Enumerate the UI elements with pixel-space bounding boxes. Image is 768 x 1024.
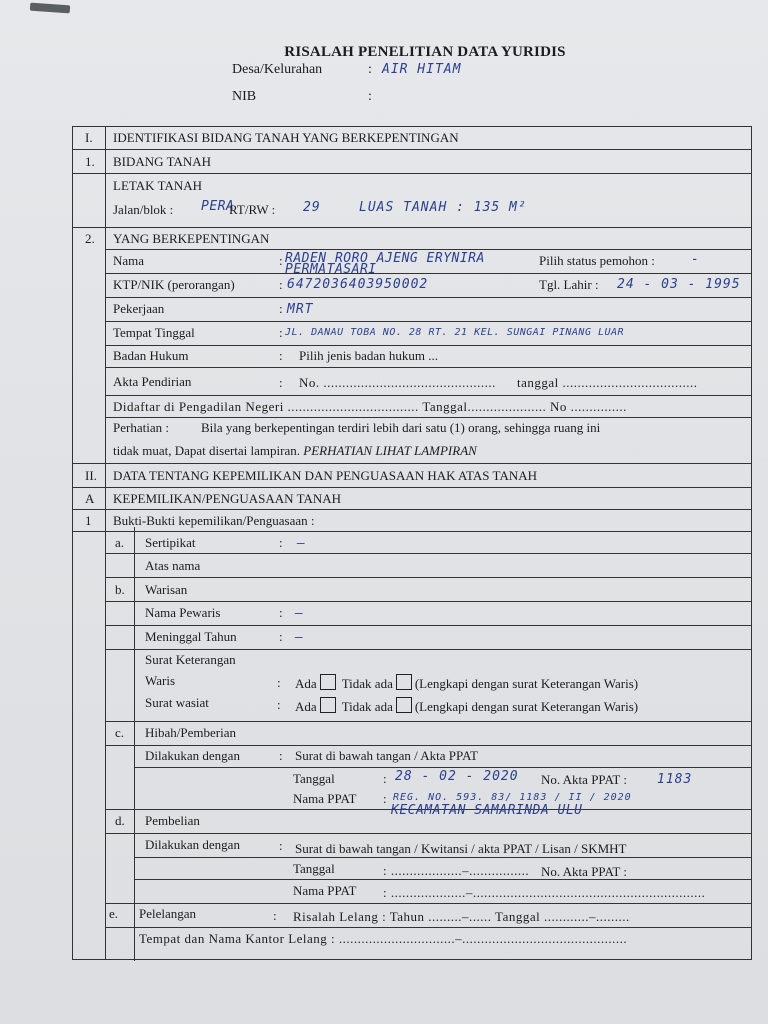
nib-label: NIB: [232, 89, 257, 104]
waris-tidak-ada-checkbox[interactable]: [396, 674, 412, 690]
wasiat-ada-label: Ada: [295, 699, 317, 714]
letak-title: LETAK TANAH: [113, 178, 203, 193]
wasiat-tidak-ada-label: Tidak ada: [341, 699, 393, 714]
sub-letter-divider: [134, 527, 135, 961]
meninggal-tahun-label: Meninggal Tahun: [145, 629, 237, 644]
perhatian-text-1: Bila yang berkepentingan terdiri lebih dari satu (1) orang, sehingga ruang ini: [201, 420, 601, 435]
status-label: Pilih status pemohon :: [539, 253, 655, 268]
waris-tidak-ada-label: Tidak ada: [341, 676, 393, 691]
form-table: [72, 126, 752, 960]
section-2-number: II.: [85, 468, 97, 483]
jalan-value: PERA: [201, 199, 235, 214]
beli-tanggal-value: : ...................–................: [383, 863, 530, 878]
hibah-tanggal-value: 28 - 02 - 2020: [395, 769, 519, 784]
ktp-label: KTP/NIK (perorangan): [113, 277, 235, 292]
hibah-tanggal-separator: :: [383, 771, 387, 786]
meninggal-tahun-separator: :: [279, 629, 283, 644]
waris-ada-checkbox[interactable]: [320, 674, 336, 690]
sertipikat-separator: :: [279, 535, 283, 550]
badan-hukum-value: Pilih jenis badan hukum ...: [299, 348, 439, 363]
bukti-number: 1: [85, 513, 92, 528]
hibah-tanggal-label: Tanggal: [293, 771, 335, 786]
desa-separator: :: [368, 62, 372, 77]
beli-no-akta-label: No. Akta PPAT :: [541, 864, 627, 879]
surat-keterangan-label: Surat Keterangan: [145, 652, 236, 667]
wasiat-ada-checkbox[interactable]: [320, 697, 336, 713]
nama-label: Nama: [113, 253, 145, 268]
akta-tanggal: tanggal ....................................: [517, 375, 698, 390]
number-column-divider: [105, 127, 106, 959]
hibah-dilakukan-separator: :: [279, 748, 283, 763]
pelelangan-label: Pelelangan: [139, 906, 197, 921]
tgl-lahir-label: Tgl. Lahir :: [539, 277, 599, 292]
ktp-separator: :: [279, 277, 283, 292]
beli-dilakukan-label: Dilakukan dengan: [145, 837, 240, 852]
bidang-number: 1.: [85, 154, 95, 169]
nama-pewaris-label: Nama Pewaris: [145, 605, 221, 620]
sub-e-letter: e.: [109, 906, 119, 921]
pelelangan-separator: :: [273, 908, 277, 923]
surat-wasiat-label: Surat wasiat: [145, 695, 209, 710]
waris-ada-label: Ada: [295, 676, 317, 691]
tempat-tinggal-label: Tempat Tinggal: [113, 325, 195, 340]
pekerjaan-separator: :: [279, 301, 283, 316]
nama-pewaris-value: –: [295, 606, 304, 621]
sertipikat-label: Sertipikat: [145, 535, 196, 550]
badan-hukum-label: Badan Hukum: [113, 348, 189, 363]
bidang-title: BIDANG TANAH: [113, 154, 212, 169]
sertipikat-value: –: [297, 536, 306, 551]
hibah-nama-ppat-label: Nama PPAT: [293, 791, 357, 806]
section-2-title: DATA TENTANG KEPEMILIKAN DAN PENGUASAAN HAK ATAS TANAH: [113, 468, 537, 483]
hibah-no-akta-value: 1183: [657, 772, 693, 787]
beli-dilakukan-separator: :: [279, 838, 283, 853]
nama-pewaris-separator: :: [279, 605, 283, 620]
nama-separator: :: [279, 253, 283, 268]
nama-value-2: PERMATASARI: [285, 262, 377, 277]
sub-b-letter: b.: [115, 582, 125, 597]
bukti-title: Bukti-Bukti kepemilikan/Penguasaan :: [113, 513, 315, 528]
badan-hukum-separator: :: [279, 348, 283, 363]
akta-no: No. ..............................................: [299, 375, 496, 390]
waris-separator: :: [277, 675, 281, 690]
beli-nama-ppat-label: Nama PPAT: [293, 883, 357, 898]
kepemilikan-letter: A: [85, 491, 95, 506]
status-value: -: [691, 252, 700, 267]
nib-separator: :: [368, 89, 372, 104]
jalan-label: Jalan/blok :: [113, 202, 174, 217]
nama-value: RADEN RORO AJENG ERYNIRA: [285, 251, 485, 266]
waris-label: Waris: [145, 673, 175, 688]
wasiat-lengkapi-note: (Lengkapi dengan surat Keterangan Waris): [414, 699, 639, 714]
rtrw-label: RT/RW :: [229, 202, 276, 217]
warisan-label: Warisan: [145, 582, 188, 597]
pekerjaan-value: MRT: [287, 302, 314, 317]
wasiat-tidak-ada-checkbox[interactable]: [396, 697, 412, 713]
wasiat-separator: :: [277, 697, 281, 712]
section-1-number: I.: [85, 130, 93, 145]
hibah-nama-ppat-value: REG. NO. 593. 83/ 1183 / II / 2020: [393, 792, 632, 803]
sub-a-letter: a.: [115, 535, 125, 550]
rtrw-value: 29: [303, 200, 321, 215]
yb-number: 2.: [85, 231, 95, 246]
beli-method: Surat di bawah tangan / Kwitansi / akta PPAT / Lisan / SKMHT: [295, 841, 627, 856]
luas-value: LUAS TANAH : 135 M²: [359, 200, 527, 215]
tempat-kantor-lelang: Tempat dan Nama Kantor Lelang : ...............................–............................................: [139, 931, 628, 946]
sub-c-letter: c.: [115, 725, 125, 740]
section-1-title: IDENTIFIKASI BIDANG TANAH YANG BERKEPENTINGAN: [113, 130, 459, 145]
akta-pendirian-separator: :: [279, 375, 283, 390]
perhatian-lampiran: PERHATIAN LIHAT LAMPIRAN: [303, 443, 477, 458]
hibah-dilakukan-label: Dilakukan dengan: [145, 748, 240, 763]
kepemilikan-title: KEPEMILIKAN/PENGUASAAN TANAH: [113, 491, 342, 506]
desa-label: Desa/Kelurahan: [232, 62, 323, 77]
hibah-nama-ppat-value-2: KECAMATAN SAMARINDA ULU: [391, 803, 583, 818]
tempat-tinggal-value: JL. DANAU TOBA NO. 28 RT. 21 KEL. SUNGAI PINANG LUAR: [285, 327, 625, 338]
didaftar-pengadilan: Didaftar di Pengadilan Negeri ................................... Tanggal..................... No ...............: [113, 399, 627, 414]
tempat-tinggal-separator: :: [279, 325, 283, 340]
yb-title: YANG BERKEPENTINGAN: [113, 231, 270, 246]
pekerjaan-label: Pekerjaan: [113, 301, 165, 316]
hibah-no-akta-label: No. Akta PPAT :: [541, 772, 627, 787]
paper-clip-shadow: [30, 3, 70, 14]
pembelian-label: Pembelian: [145, 813, 200, 828]
perhatian-text-2: tidak muat, Dapat disertai lampiran.: [113, 443, 300, 458]
ktp-value: 6472036403950002: [287, 277, 429, 292]
tgl-lahir-value: 24 - 03 - 1995: [617, 277, 741, 292]
waris-lengkapi-note: (Lengkapi dengan surat Keterangan Waris): [414, 676, 639, 691]
perhatian-label: Perhatian :: [113, 420, 169, 435]
risalah-lelang: Risalah Lelang : Tahun .........–...... Tanggal ............–.........: [293, 909, 630, 924]
akta-pendirian-label: Akta Pendirian: [113, 374, 192, 389]
beli-tanggal-label: Tanggal: [293, 861, 335, 876]
document-title: RISALAH PENELITIAN DATA YURIDIS: [284, 44, 566, 60]
hibah-method: Surat di bawah tangan / Akta PPAT: [295, 748, 478, 763]
sub-d-letter: d.: [115, 813, 125, 828]
hibah-label: Hibah/Pemberian: [145, 725, 236, 740]
beli-nama-ppat-value: : ....................–..............................................................: [383, 885, 706, 900]
meninggal-tahun-value: –: [295, 630, 304, 645]
hibah-nama-ppat-separator: :: [383, 791, 387, 806]
desa-value: AIR HITAM: [382, 62, 462, 77]
atas-nama-label: Atas nama: [145, 558, 201, 573]
